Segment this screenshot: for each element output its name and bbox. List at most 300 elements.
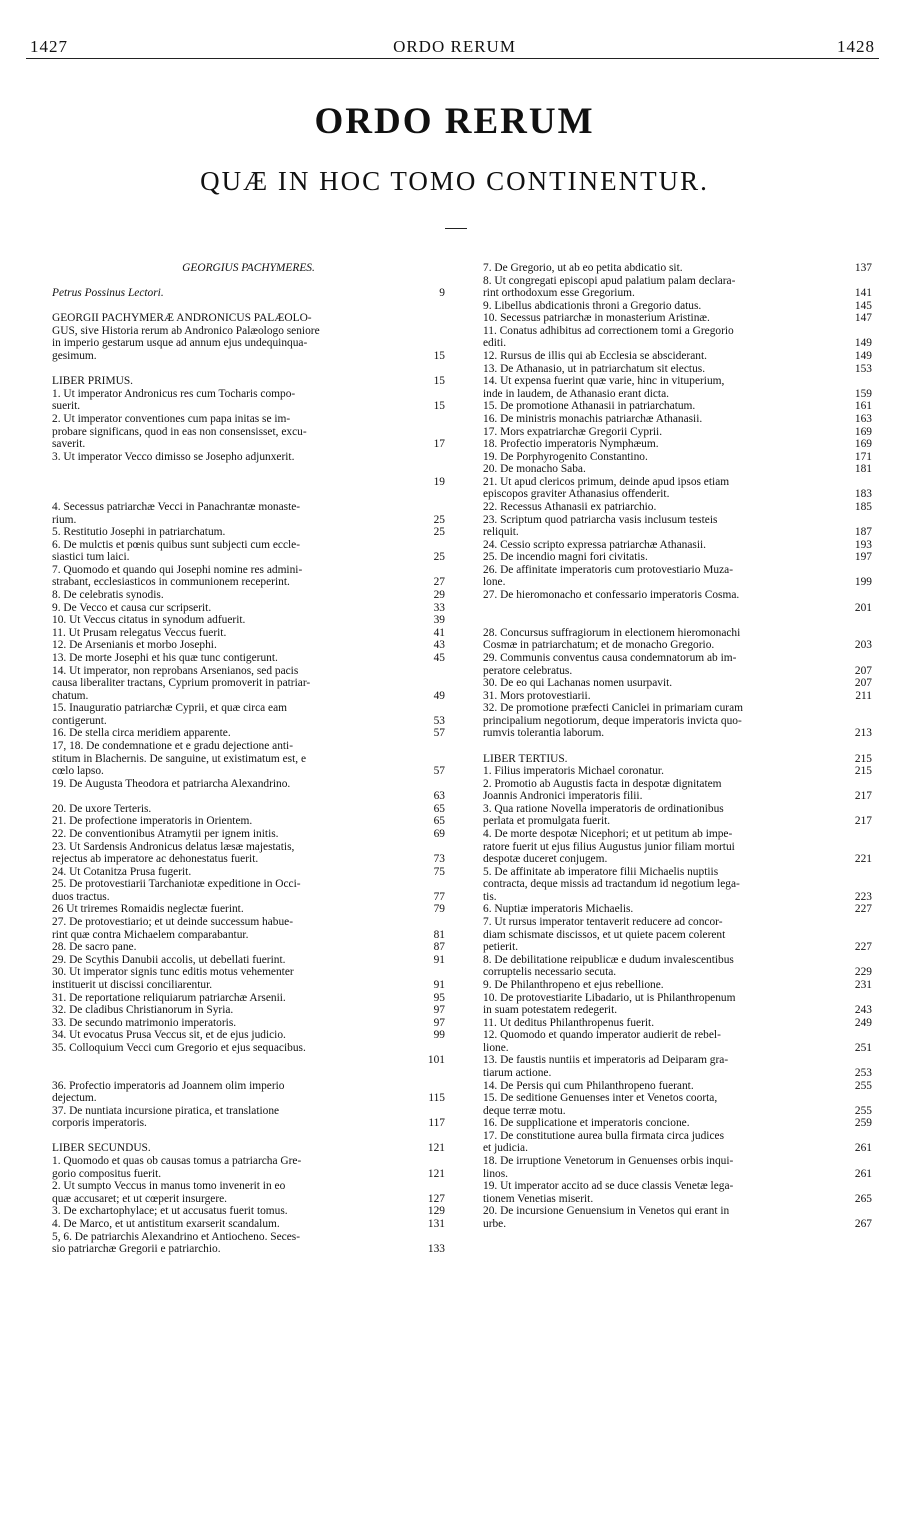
- toc-text: 2. Promotio ab Augustis facta in despotæ dignitatem: [483, 777, 722, 790]
- toc-text: LIBER TERTIUS.: [483, 752, 568, 765]
- toc-page-number: 17: [433, 438, 445, 451]
- toc-line: [483, 702, 872, 715]
- toc-page-number: 193: [854, 538, 872, 551]
- toc-text: corruptelis necessario secuta.: [483, 966, 617, 979]
- toc-page-number: 199: [854, 576, 872, 589]
- toc-line: [483, 853, 872, 866]
- toc-line: [52, 803, 445, 816]
- toc-line: [483, 1042, 872, 1055]
- toc-text: 9. De Philanthropeno et ejus rebellione.: [483, 978, 664, 991]
- toc-line: [52, 1243, 445, 1256]
- toc-page-number: 253: [854, 1067, 872, 1079]
- toc-line: [483, 652, 872, 665]
- toc-text: 6. Nuptiæ imperatoris Michaelis.: [483, 903, 634, 916]
- toc-line: [483, 375, 872, 388]
- toc-line: [483, 1004, 872, 1017]
- toc-page-number: 77: [433, 890, 445, 903]
- toc-text: 9. Libellus abdicationis throni a Gregorio datus.: [483, 299, 702, 312]
- page-number-left: 1427: [30, 37, 68, 56]
- toc-text: 31. Mors protovestiarii.: [483, 689, 591, 702]
- toc-text: gorio compositus fuerit.: [52, 1167, 162, 1180]
- toc-text: strabant, ecclesiasticos in communionem receperint.: [52, 576, 290, 589]
- toc-text: 19. De Porphyrogenito Constantino.: [483, 450, 648, 463]
- toc-text: 7. De Gregorio, ut ab eo petita abdicatio sit.: [483, 262, 683, 274]
- toc-line: [483, 765, 872, 778]
- toc-line: [483, 564, 872, 577]
- toc-text: 28. De sacro pane.: [52, 941, 137, 954]
- toc-page-number: 187: [854, 526, 872, 539]
- toc-line: [483, 413, 872, 426]
- toc-text: 37. De nuntiata incursione piratica, et translatione: [52, 1104, 280, 1117]
- toc-page-number: 101: [427, 1054, 445, 1067]
- toc-line: [483, 639, 872, 652]
- toc-line: [52, 841, 445, 854]
- toc-line: [52, 979, 445, 992]
- toc-text: 7. Quomodo et quando qui Josephi nomine res admini-: [52, 563, 303, 576]
- toc-text: petierit.: [483, 941, 519, 954]
- toc-page-number: 25: [433, 513, 445, 526]
- toc-line: [52, 916, 445, 929]
- toc-page-number: 79: [433, 903, 445, 916]
- toc-text: despotæ duceret conjugem.: [483, 853, 608, 866]
- toc-page-number: 217: [854, 815, 872, 828]
- toc-text: 28. Concursus suffragiorum in electionem hieromonachi: [483, 626, 741, 639]
- toc-line: [483, 979, 872, 992]
- toc-line: [483, 665, 872, 678]
- toc-text: 1. Ut imperator Andronicus res cum Tocharis compo-: [52, 387, 296, 400]
- toc-page-number: 243: [854, 1004, 872, 1017]
- toc-text: suerit.: [52, 400, 81, 413]
- toc-page-number: 127: [427, 1192, 445, 1205]
- toc-page-number: 149: [854, 337, 872, 350]
- running-title: ORDO RERUM: [393, 37, 516, 56]
- toc-line: [52, 476, 445, 489]
- toc-text: 16. De supplicatione et imperatoris concione.: [483, 1117, 690, 1130]
- toc-page-number: 141: [854, 287, 872, 300]
- toc-text: GUS, sive Historia rerum ab Andronico Palæologo seniore: [52, 324, 320, 337]
- toc-text: episcopos graviter Athanasius offenderit.: [483, 488, 670, 501]
- toc-line: [483, 966, 872, 979]
- toc-text: 30. De eo qui Lachanas nomen usurpavit.: [483, 677, 673, 690]
- toc-text: 15. De seditione Genuenses inter et Venetos coorta,: [483, 1092, 718, 1105]
- toc-page-number: 25: [433, 551, 445, 564]
- toc-text: 20. De monacho Saba.: [483, 463, 586, 476]
- toc-text: 27. De protovestiario; et ut deinde successum habue-: [52, 916, 294, 929]
- toc-line: [52, 526, 445, 539]
- toc-line: [483, 476, 872, 489]
- toc-text: 19. Ut imperator accito ad se duce classis Venetæ lega-: [483, 1180, 734, 1193]
- toc-text: sio patriarchæ Gregorii e patriarchio.: [52, 1243, 221, 1256]
- toc-text: 25. De incendio magni fori civitatis.: [483, 551, 648, 564]
- toc-line: [52, 992, 445, 1005]
- toc-line: [483, 727, 872, 740]
- toc-line: [52, 1017, 445, 1030]
- toc-page-number: 91: [433, 953, 445, 966]
- toc-text: corporis imperatoris.: [52, 1117, 147, 1130]
- toc-page-number: 57: [433, 765, 445, 778]
- toc-line: [483, 1218, 872, 1231]
- toc-text: LIBER SECUNDUS.: [52, 1142, 151, 1155]
- toc-page-number: 95: [433, 991, 445, 1004]
- toc-text: 5. De affinitate ab imperatore filii Michaelis nuptiis: [483, 865, 719, 878]
- toc-page-number: 211: [855, 689, 872, 702]
- toc-page-number: 231: [854, 978, 872, 991]
- toc-text: 14. De Persis qui cum Philanthropeno fuerant.: [483, 1079, 694, 1092]
- toc-page-number: 203: [854, 639, 872, 652]
- toc-page-number: 153: [854, 362, 872, 375]
- toc-text: lone.: [483, 576, 506, 589]
- toc-page-number: 137: [854, 262, 872, 274]
- toc-line: [52, 539, 445, 552]
- toc-page-number: 169: [854, 438, 872, 451]
- toc-text: quæ accusaret; et ut cœperit insurgere.: [52, 1192, 228, 1205]
- toc-text: 31. De reportatione reliquiarum patriarchæ Arsenii.: [52, 991, 286, 1004]
- toc-text: 14. Ut imperator, non reprobans Arsenianos, sed pacis: [52, 664, 299, 677]
- toc-line: [483, 954, 872, 967]
- toc-text: cœlo lapso.: [52, 765, 104, 778]
- toc-page-number: 73: [433, 853, 445, 866]
- toc-text: ratore fuerit ut ejus filius Augustus junior filiam mortui: [483, 840, 735, 853]
- toc-text: 18. De irruptione Venetorum in Genuenses orbis inqui-: [483, 1155, 734, 1168]
- toc-text: causa liberaliter tractans, Cyprium promoverit in patriar-: [52, 677, 311, 690]
- toc-text: 22. De conventionibus Atramytii per ignem initis.: [52, 828, 279, 841]
- toc-text: duos tractus.: [52, 890, 110, 903]
- toc-page-number: 255: [854, 1104, 872, 1117]
- toc-page-number: 171: [854, 450, 872, 463]
- toc-line: [483, 1054, 872, 1067]
- spacer: [52, 275, 445, 288]
- toc-line: [483, 539, 872, 552]
- toc-text: 30. Ut imperator signis tunc editis motus vehementer: [52, 966, 294, 979]
- toc-line: [52, 1004, 445, 1017]
- toc-line: [483, 992, 872, 1005]
- header-rule: [26, 58, 879, 59]
- toc-line: [483, 514, 872, 527]
- toc-text: Petrus Possinus Lectori.: [52, 287, 164, 300]
- toc-text: 21. De profectione imperatoris in Orientem.: [52, 815, 253, 828]
- toc-text: principalium negotiorum, deque imperatoris invicta quo-: [483, 714, 742, 727]
- spacer: [483, 614, 872, 627]
- page-number-right: 1428: [837, 37, 875, 56]
- toc-line: [52, 753, 445, 766]
- toc-text: 11. Ut Prusam relegatus Veccus fuerit.: [52, 626, 227, 639]
- toc-text: 16. De stella circa meridiem apparente.: [52, 727, 231, 740]
- toc-line: [52, 815, 445, 828]
- toc-text: 10. De protovestiarite Libadario, ut is Philanthropenum: [483, 991, 736, 1004]
- toc-page-number: 99: [433, 1029, 445, 1042]
- toc-line: [483, 627, 872, 640]
- toc-text: Joannis Andronici imperatoris filii.: [483, 790, 643, 803]
- toc-line: [52, 551, 445, 564]
- toc-text: tiarum actione.: [483, 1067, 552, 1079]
- spacer: [52, 300, 445, 313]
- spacer: [52, 1067, 445, 1080]
- toc-line: [483, 1029, 872, 1042]
- toc-line: [52, 929, 445, 942]
- toc-line: [52, 1029, 445, 1042]
- toc-text: gesimum.: [52, 350, 97, 363]
- toc-text: 22. Recessus Athanasii ex patriarchio.: [483, 500, 657, 513]
- toc-line: [483, 602, 872, 615]
- toc-page-number: 207: [854, 677, 872, 690]
- toc-line: [483, 1193, 872, 1206]
- toc-page-number: 215: [854, 765, 872, 778]
- toc-page-number: 197: [854, 551, 872, 564]
- toc-line: [483, 677, 872, 690]
- toc-line: [52, 514, 445, 527]
- toc-line: [52, 828, 445, 841]
- toc-page-number: 15: [433, 350, 445, 363]
- toc-page-number: 163: [854, 412, 872, 425]
- toc-text: saverit.: [52, 438, 86, 451]
- toc-page-number: 161: [854, 400, 872, 413]
- toc-line: [483, 1155, 872, 1168]
- page-subtitle: QUÆ IN HOC TOMO CONTINENTUR.: [200, 166, 709, 196]
- toc-line: [52, 702, 445, 715]
- toc-text: 7. Ut rursus imperator tentaverit reducere ad concor-: [483, 916, 723, 929]
- toc-page-number: 65: [433, 815, 445, 828]
- toc-line: [52, 1054, 445, 1067]
- toc-text: 13. De morte Josephi et his quæ tunc contigerunt.: [52, 651, 278, 664]
- toc-line: [483, 1067, 872, 1080]
- toc-text: peratore celebratus.: [483, 664, 573, 677]
- toc-line: [52, 1155, 445, 1168]
- toc-page-number: 169: [854, 425, 872, 438]
- toc-text: contracta, deque missis ad tractandum id negotium lega-: [483, 878, 740, 891]
- toc-page-number: 69: [433, 828, 445, 841]
- toc-page-number: 15: [433, 400, 445, 413]
- toc-line: [52, 400, 445, 413]
- toc-text: 15. De promotione Athanasii in patriarchatum.: [483, 400, 696, 413]
- toc-text: 4. De morte despotæ Nicephori; et ut petitum ab impe-: [483, 828, 733, 841]
- toc-page-number: 45: [433, 651, 445, 664]
- toc-line: [52, 576, 445, 589]
- toc-text: 16. De ministris monachis patriarchæ Athanasii.: [483, 412, 703, 425]
- toc-text: 3. Qua ratione Novella imperatoris de ordinationibus: [483, 802, 724, 815]
- toc-page-number: 147: [854, 312, 872, 325]
- toc-line: [52, 878, 445, 891]
- toc-page-number: 181: [854, 463, 872, 476]
- toc-page-number: 259: [854, 1117, 872, 1130]
- spacer: [52, 488, 445, 501]
- toc-text: instituerit ut discissi conciliarentur.: [52, 978, 213, 991]
- toc-page-number: 97: [433, 1016, 445, 1029]
- toc-page-number: 43: [433, 639, 445, 652]
- toc-text: 12. Quomodo et quando imperator audierit de rebel-: [483, 1029, 721, 1042]
- toc-line: [52, 1205, 445, 1218]
- toc-line: [483, 312, 872, 325]
- toc-text: 12. Rursus de illis qui ab Ecclesia se absciderant.: [483, 350, 707, 363]
- toc-text: 24. Ut Cotanitza Prusa fugerit.: [52, 865, 192, 878]
- toc-page-number: 81: [433, 928, 445, 941]
- toc-text: 33. De secundo matrimonio imperatoris.: [52, 1016, 237, 1029]
- toc-text: 13. De Athanasio, ut in patriarchatum sit electus.: [483, 362, 706, 375]
- toc-line: [483, 262, 872, 275]
- toc-line: [52, 1042, 445, 1055]
- toc-line: [483, 388, 872, 401]
- toc-text: probare significans, quod in eas non consensisset, excu-: [52, 425, 307, 438]
- toc-page-number: 29: [433, 589, 445, 602]
- toc-page-number: 117: [428, 1117, 445, 1130]
- toc-text: 19. De Augusta Theodora et patriarcha Alexandrino.: [52, 777, 291, 790]
- toc-line: [483, 589, 872, 602]
- toc-text: 4. De Marco, et ut antistitum exarserit scandalum.: [52, 1217, 280, 1230]
- toc-line: [52, 790, 445, 803]
- toc-text: rumvis tolerantia laborum.: [483, 727, 605, 740]
- toc-line: [483, 426, 872, 439]
- toc-page-number: 185: [854, 500, 872, 513]
- spacer: [52, 1130, 445, 1143]
- toc-page-number: 63: [433, 790, 445, 803]
- toc-text: 32. De promotione præfecti Caniclei in primariam curam: [483, 702, 744, 715]
- toc-text: 29. De Scythis Danubii accolis, ut debellati fuerint.: [52, 953, 286, 966]
- toc-text: 17. Mors expatriarchæ Gregorii Cyprii.: [483, 425, 663, 438]
- toc-line: [483, 866, 872, 879]
- toc-page-number: 87: [433, 941, 445, 954]
- toc-line: [483, 1168, 872, 1181]
- toc-line: [483, 438, 872, 451]
- toc-line: [52, 1193, 445, 1206]
- toc-line: [52, 337, 445, 350]
- toc-page-number: 261: [854, 1167, 872, 1180]
- toc-page-number: 159: [854, 387, 872, 400]
- toc-line: [483, 753, 872, 766]
- toc-line: [52, 501, 445, 514]
- spacer: [52, 363, 445, 376]
- toc-text: rium.: [52, 513, 77, 526]
- toc-line: [483, 1130, 872, 1143]
- toc-line: [483, 778, 872, 791]
- toc-text: 24. Cessio scripto expressa patriarchæ Athanasii.: [483, 538, 707, 551]
- toc-line: [483, 1017, 872, 1030]
- toc-line: [52, 690, 445, 703]
- toc-text: 29. Communis conventus causa condemnatorum ab im-: [483, 651, 737, 664]
- toc-line: [483, 790, 872, 803]
- toc-line: [52, 1180, 445, 1193]
- toc-text: GEORGIUS PACHYMERES.: [182, 262, 315, 274]
- title-divider: [445, 228, 467, 229]
- toc-line: [52, 1218, 445, 1231]
- toc-text: 17. De constitutione aurea bulla firmata circa judices: [483, 1129, 725, 1142]
- toc-page-number: 41: [433, 626, 445, 639]
- toc-text: 5. Restitutio Josephi in patriarchatum.: [52, 526, 226, 539]
- toc-line: [52, 1080, 445, 1093]
- toc-text: 21. Ut apud clericos primum, deinde apud ipsos etiam: [483, 475, 730, 488]
- toc-text: in imperio gestarum usque ad annum ejus undequinqua-: [52, 337, 308, 350]
- toc-text: 12. De Arsenianis et morbo Josephi.: [52, 639, 217, 652]
- toc-text: 20. De incursione Genuensium in Venetos qui erant in: [483, 1205, 730, 1218]
- toc-page-number: 227: [854, 903, 872, 916]
- toc-line: [483, 1205, 872, 1218]
- toc-text: 1. Filius imperatoris Michael coronatur.: [483, 765, 664, 778]
- toc-line: [483, 488, 872, 501]
- toc-text: rint orthodoxum esse Gregorium.: [483, 287, 635, 300]
- toc-page-number: 49: [433, 689, 445, 702]
- toc-page-number: 149: [854, 350, 872, 363]
- toc-line: [52, 1168, 445, 1181]
- toc-text: 1. Quomodo et quas ob causas tomus a patriarcha Gre-: [52, 1155, 302, 1168]
- toc-line: [52, 426, 445, 439]
- toc-text: inde in laudem, de Athanasio erant dicta.: [483, 387, 669, 400]
- toc-page-number: 255: [854, 1079, 872, 1092]
- toc-page-number: 25: [433, 526, 445, 539]
- toc-page-number: 221: [854, 853, 872, 866]
- spacer: [483, 740, 872, 753]
- toc-line: [483, 891, 872, 904]
- toc-line: [483, 451, 872, 464]
- toc-line: [483, 690, 872, 703]
- toc-text: 26. De affinitate imperatoris cum protovestiario Muza-: [483, 563, 733, 576]
- toc-line: [52, 727, 445, 740]
- toc-text: Cosmæ in patriarchatum; et de monacho Gregorio.: [483, 639, 715, 652]
- toc-text: linos.: [483, 1167, 509, 1180]
- toc-line: [52, 715, 445, 728]
- toc-text: urbe.: [483, 1217, 507, 1230]
- toc-text: stitum in Blachernis. De sanguine, ut existimatum est, e: [52, 752, 307, 765]
- toc-text: 3. De exchartophylace; et ut accusatus fuerit tomus.: [52, 1205, 288, 1218]
- toc-page-number: 223: [854, 890, 872, 903]
- spacer: [52, 463, 445, 476]
- toc-line: [483, 1105, 872, 1118]
- toc-line: [483, 903, 872, 916]
- toc-text: 4. Secessus patriarchæ Vecci in Panachrantæ monaste-: [52, 500, 301, 513]
- toc-line: [483, 841, 872, 854]
- toc-line: [52, 564, 445, 577]
- toc-line: [483, 576, 872, 589]
- toc-line: [52, 1117, 445, 1130]
- toc-line: [52, 388, 445, 401]
- right-column: [483, 262, 872, 1231]
- toc-page-number: 53: [433, 714, 445, 727]
- toc-text: 34. Ut evocatus Prusa Veccus sit, et de ejus judicio.: [52, 1029, 286, 1042]
- toc-text: LIBER PRIMUS.: [52, 375, 134, 388]
- toc-line: [52, 375, 445, 388]
- toc-page-number: 267: [854, 1217, 872, 1230]
- toc-page-number: 217: [854, 790, 872, 803]
- toc-line: [52, 853, 445, 866]
- toc-line: [52, 740, 445, 753]
- toc-line: [483, 941, 872, 954]
- toc-line: [483, 878, 872, 891]
- toc-line: [483, 300, 872, 313]
- toc-line: [483, 1080, 872, 1093]
- toc-line: [483, 916, 872, 929]
- toc-text: deque terræ motu.: [483, 1104, 566, 1117]
- toc-text: tionem Venetias miserit.: [483, 1192, 594, 1205]
- toc-line: [52, 639, 445, 652]
- toc-line: [483, 1117, 872, 1130]
- toc-line: [52, 350, 445, 363]
- toc-line: [483, 337, 872, 350]
- toc-page-number: 39: [433, 614, 445, 627]
- toc-line: [483, 715, 872, 728]
- toc-page-number: 229: [854, 966, 872, 979]
- toc-page-number: 265: [854, 1192, 872, 1205]
- toc-text: tis.: [483, 890, 497, 903]
- toc-line: [483, 1142, 872, 1155]
- toc-line: [52, 941, 445, 954]
- toc-line: [483, 1180, 872, 1193]
- toc-text: 25. De protovestiarii Tarchaniotæ expeditione in Occi-: [52, 878, 301, 891]
- toc-line: [52, 325, 445, 338]
- toc-line: [52, 1231, 445, 1244]
- toc-page-number: 91: [433, 978, 445, 991]
- toc-text: 23. Scriptum quod patriarcha vasis inclusum testeis: [483, 513, 718, 526]
- toc-text: 8. De debilitatione reipublicæ e dudum invalescentibus: [483, 953, 734, 966]
- toc-page-number: 251: [854, 1041, 872, 1054]
- toc-page-number: 201: [854, 601, 872, 614]
- toc-text: chatum.: [52, 689, 89, 702]
